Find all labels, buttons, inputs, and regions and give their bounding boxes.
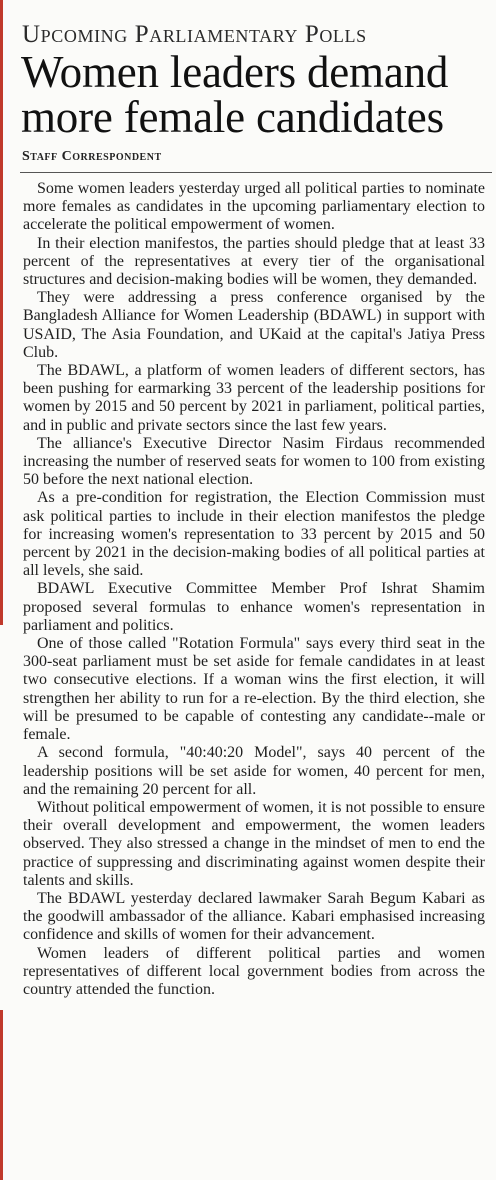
article-paragraph: BDAWL Executive Committee Member Prof Ishrat Shamim proposed several formulas to enhance women's representation in parliament and politics. [23, 580, 485, 634]
article-paragraph: The BDAWL, a platform of women leaders of different sectors, has been pushing for earmarking 33 percent of the leadership positions for women by 2015 and 50 percent by 2021 in parliament, political parties, and in public and private sectors since the last few years. [23, 362, 485, 434]
article-body [23, 180, 485, 1180]
article-paragraph: They were addressing a press conference organised by the Bangladesh Alliance for Women Leadership (BDAWL) in support with USAID, The Asia Foundation, and UKaid at the capital's Jatiya Press Club. [23, 289, 485, 361]
article-byline: Staff Correspondent [22, 149, 162, 164]
article-paragraph: In their election manifestos, the parties should pledge that at least 33 percent of the representatives at every tier of the organisational structures and decision-making bodies will be women, they demanded. [23, 234, 485, 289]
article-paragraph: A second formula, "40:40:20 Model", says 40 percent of the leadership positions will be set aside for women, 40 percent for men, and the remaining 20 percent for all. [23, 744, 485, 798]
margin-line-segment [0, 0, 3, 625]
article-paragraph: Women leaders of different political parties and women representatives of different local government bodies from across the country attended the function. [23, 944, 485, 998]
article-paragraph: One of those called "Rotation Formula" says every third seat in the 300-seat parliament must be set aside for female candidates in at least two consecutive elections. If a woman wins the first election, it will strengthen her ability to run for a re-election. By the third election, she will be presumed to be capable of contesting any candidate--male or female. [23, 635, 485, 744]
article-paragraph: The alliance's Executive Director Nasim Firdaus recommended increasing the number of reserved seats for women to 100 from existing 50 before the next national election. [23, 434, 485, 489]
article-paragraph: Without political empowerment of women, it is not possible to ensure their overall development and empowerment, the women leaders observed. They also stressed a change in the mindset of men to end the practice of suppressing and discriminating against women despite their talents and skills. [23, 798, 485, 889]
article-kicker: Upcoming Parliamentary Polls [22, 21, 367, 48]
page-margin-line [0, 0, 3, 1180]
margin-line-segment [0, 1010, 3, 1180]
article-paragraph: The BDAWL yesterday declared lawmaker Sarah Begum Kabari as the goodwill ambassador of the alliance. Kabari emphasised increasing confidence and skills of women for their advancement. [23, 889, 485, 944]
article-paragraph: As a pre-condition for registration, the Election Commission must ask political parties to include in their election manifestos the pledge for increasing women's representation to 33 percent by 2015 and 50 percent by 2021 in the decision-making bodies of all political parties at all levels, she said. [23, 489, 485, 580]
article-headline: Women leaders demand more female candidates [21, 47, 449, 142]
byline-divider [20, 172, 492, 173]
article-paragraph: Some women leaders yesterday urged all political parties to nominate more females as candidates in the upcoming parliamentary election to accelerate the political empowerment of women. [23, 180, 485, 234]
